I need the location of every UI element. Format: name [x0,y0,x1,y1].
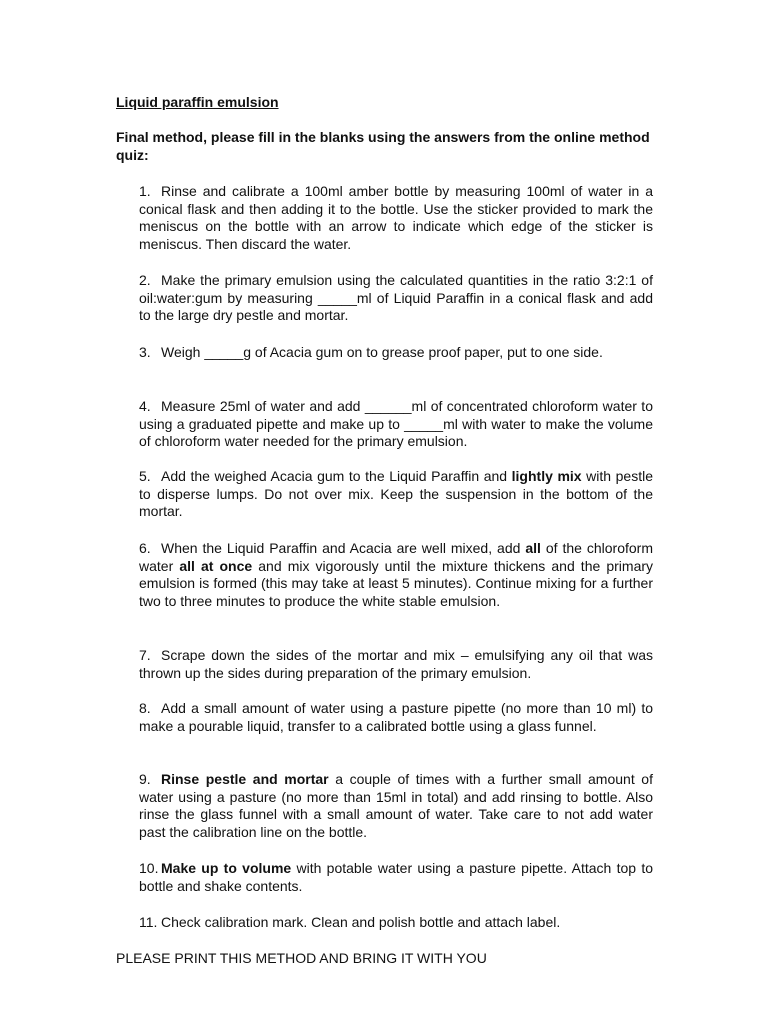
step-text: Make the primary emulsion using the calculated quantities in the ratio 3:2:1 of oil:water:gum by measuring _____ml of Liquid Paraffin in a conical flask and add to the large dry pestle and mortar. [139,272,653,323]
step-text: Weigh _____g of Acacia gum on to grease proof paper, put to one side. [161,344,603,360]
step-number: 11. [139,914,158,930]
step-emphasis: all at once [179,557,253,574]
step-text: Scrape down the sides of the mortar and mix – emulsifying any oil that was thrown up the sides during preparation of the primary emulsion. [139,647,653,681]
method-step-6 [139,540,653,610]
step-number: 4. [139,398,151,414]
step-text: Rinse and calibrate a 100ml amber bottle by measuring 100ml of water in a conical flask and then adding it to the bottle. Use the sticker provided to mark the meniscus on the bottle with an arrow to indicate which edge of the sticker is meniscus. Then discard the water. [139,183,653,252]
step-number: 7. [139,647,151,663]
step-text: and mix vigorously until the mixture thickens and the primary emulsion is formed (this may take at least 5 minutes). Continue mixing for a further two to three minutes to produce the white stable emulsion. [139,557,654,609]
method-step-10 [139,860,653,895]
step-number: 8. [139,700,151,716]
step-number: 6. [139,540,151,556]
step-text: with pestle to disperse lumps. Do not over mix. Keep the suspension in the bottom of the mortar. [139,468,654,519]
step-number: 9. [139,771,151,787]
step-emphasis: Make up to volume [161,860,292,876]
step-text: Add a small amount of water using a pasture pipette (no more than 10 ml) to make a pourable liquid, transfer to a calibrated bottle using a glass funnel. [139,700,653,734]
step-text: with potable water using a pasture pipette. Attach top to bottle and shake contents. [139,860,653,894]
method-step-7 [139,647,653,682]
document-subtitle: Final method, please fill in the blanks using the answers from the online method quiz: [116,129,650,163]
step-emphasis: Rinse pestle and mortar [161,771,329,787]
step-emphasis: all [525,540,541,556]
method-step-8 [139,700,653,735]
method-step-3 [139,344,653,362]
step-text: of the chloroform water [139,540,654,574]
step-text: a couple of times with a further small amount of water using a pasture (no more than 15ml in total) and add rinsing to bottle. Also rinse the glass funnel with a small amount of water. Take care to not add water past the calibration line on the bottle. [139,771,653,840]
step-number: 2. [139,272,151,288]
step-emphasis: lightly mix [511,468,582,484]
method-step-9 [139,771,653,841]
method-step-2 [139,272,653,325]
method-step-1 [139,183,653,253]
step-text: Check calibration mark. Clean and polish bottle and attach label. [161,914,561,930]
document-title: Liquid paraffin emulsion [116,94,279,110]
step-text: Add the weighed Acacia gum to the Liquid Paraffin and [161,468,512,484]
step-text: When the Liquid Paraffin and Acacia are well mixed, add [161,540,526,556]
method-step-5 [139,468,653,521]
step-number: 5. [139,468,151,484]
step-text: Measure 25ml of water and add ______ml of concentrated chloroform water to using a graduated pipette and make up to _____ml with water to make the volume of chloroform water needed for the primary emulsion. [139,398,653,449]
method-step-11 [139,914,653,932]
step-number: 10. [139,860,159,876]
method-step-4 [139,398,653,451]
step-number: 3. [139,344,151,360]
step-number: 1. [139,183,151,199]
print-reminder: PLEASE PRINT THIS METHOD AND BRING IT WITH YOU [116,950,487,966]
